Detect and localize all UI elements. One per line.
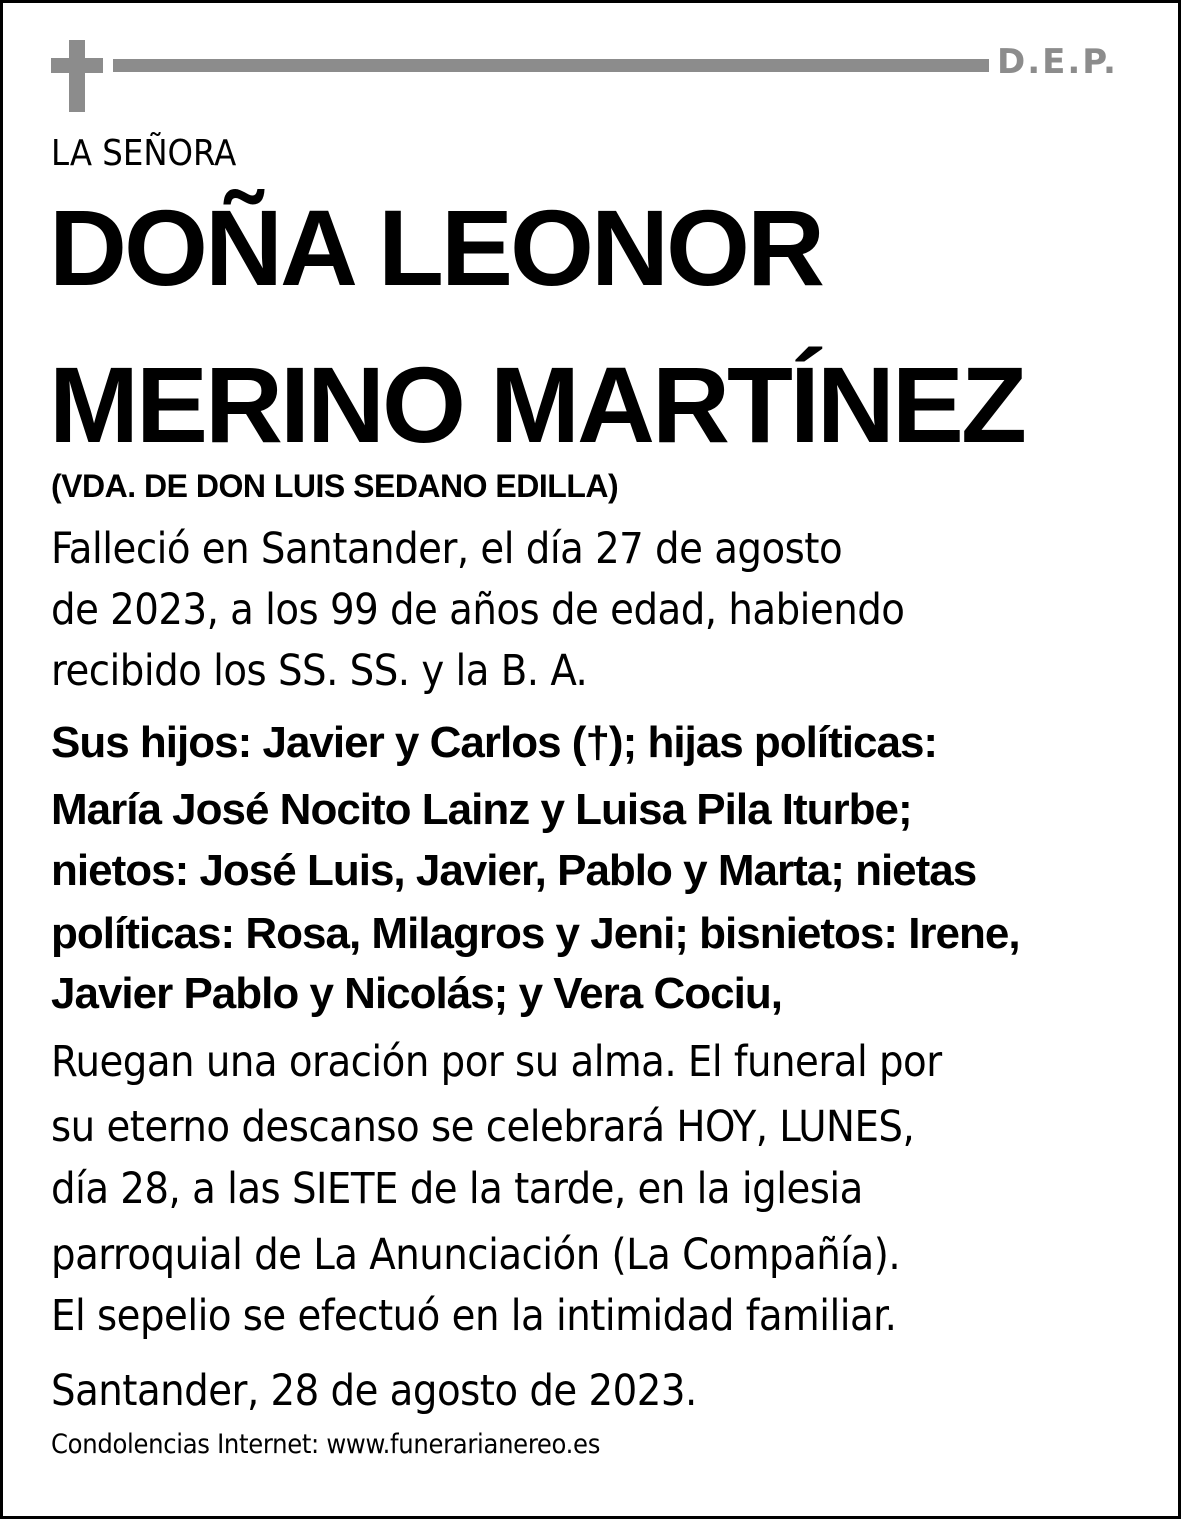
funeral-line: su eterno descanso se celebrará HOY, LUNES,: [51, 1102, 915, 1152]
family-line: Sus hijos: Javier y Carlos (†); hijas políticas:: [51, 718, 938, 767]
family-line: nietos: José Luis, Javier, Pablo y Marta; nietas: [51, 846, 977, 895]
death-line: recibido los SS. SS. y la B. A.: [51, 646, 588, 696]
funeral-line: día 28, a las SIETE de la tarde, en la iglesia: [51, 1164, 863, 1214]
widow-of-line: (VDA. DE DON LUIS SEDANO EDILLA): [51, 468, 619, 504]
deceased-name-line-1: DOÑA LEONOR: [49, 187, 822, 308]
funeral-line: El sepelio se efectuó en la intimidad familiar.: [51, 1291, 897, 1341]
cross-horizontal-bar: [51, 58, 103, 73]
family-line: políticas: Rosa, Milagros y Jeni; bisnietos: Irene,: [51, 909, 1020, 958]
funeral-line: Ruegan una oración por su alma. El funeral por: [51, 1037, 942, 1087]
deceased-name-line-2: MERINO MARTÍNEZ: [49, 344, 1024, 465]
place-date: Santander, 28 de agosto de 2023.: [51, 1366, 697, 1416]
family-line: Javier Pablo y Nicolás; y Vera Cociu,: [51, 969, 782, 1018]
condolences-line: Condolencias Internet: www.funerarianereo.es: [51, 1429, 601, 1460]
death-line: Falleció en Santander, el día 27 de agosto: [51, 524, 843, 574]
title-prefix: LA SEÑORA: [51, 133, 237, 174]
family-line: María José Nocito Lainz y Luisa Pila Iturbe;: [51, 785, 912, 834]
death-line: de 2023, a los 99 de años de edad, habiendo: [51, 585, 905, 635]
dep-label: D.E.P.: [997, 42, 1118, 82]
funeral-line: parroquial de La Anunciación (La Compañía).: [51, 1230, 901, 1280]
header-rule: [113, 59, 989, 72]
cross-vertical-bar: [69, 40, 85, 112]
